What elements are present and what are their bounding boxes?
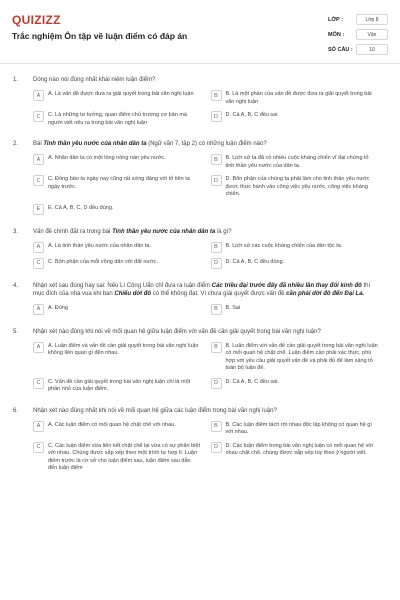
question-text	[33, 282, 382, 298]
option-text: C. Vấn đề cần giải quyết trong bài văn nghị luận chỉ là một phần nhỏ của luận điểm.	[48, 378, 191, 392]
option-text: B. Các luận điểm tách rời nhau độc lập không có quan hệ gì với nhau.	[225, 421, 372, 435]
option-text: B. Sai	[225, 304, 241, 311]
question-text-part: (Ngữ văn 7, tập 2) có những luận điểm nào?	[146, 141, 267, 147]
answer-option[interactable]	[211, 111, 389, 127]
question-text-part: là gì?	[215, 228, 232, 235]
option-letter-box[interactable]: D	[211, 378, 222, 389]
answer-option[interactable]	[211, 175, 389, 199]
answer-option[interactable]	[211, 154, 389, 170]
meta-value: 10	[356, 44, 388, 55]
answer-option[interactable]	[33, 111, 211, 127]
question-number: 4.	[13, 282, 19, 289]
answer-option[interactable]	[33, 421, 211, 437]
option-text: C. Đồng bào ta ngày nay cũng rất xứng đáng với tổ tiên ta ngày trước.	[48, 176, 190, 190]
meta-row	[328, 42, 388, 57]
question-text	[33, 140, 382, 148]
answer-option[interactable]	[211, 421, 389, 437]
worksheet-title: Trắc nghiệm Ôn tập về luận điểm có đáp án	[12, 31, 188, 41]
option-letter-box[interactable]: B	[211, 421, 222, 432]
option-letter-box[interactable]: B	[211, 242, 222, 253]
meta-label: LỚP :	[328, 16, 343, 23]
answer-option[interactable]	[33, 304, 211, 315]
question-number: 2.	[13, 141, 19, 147]
answer-option[interactable]	[211, 378, 389, 394]
option-letter-box[interactable]: D	[211, 442, 222, 453]
option-text: D. Cả A, B, C đều đúng.	[225, 258, 285, 265]
option-text: A. Là vấn đề được đưa ra giải quyết trong bài văn nghị luận	[48, 91, 194, 97]
option-letter-box[interactable]: B	[211, 154, 222, 165]
option-letter-box[interactable]: A	[33, 90, 44, 101]
answer-option[interactable]	[211, 304, 389, 315]
option-text: A. Đúng	[48, 304, 68, 311]
question-text-part: Tinh thần yêu nước của nhân dân ta	[43, 141, 147, 147]
question-text-part: Vấn đề chính đặt ra trong bài	[33, 228, 113, 235]
question-text-part: Bài	[33, 141, 44, 147]
question-item	[0, 228, 400, 274]
question-text	[33, 328, 382, 336]
answer-option[interactable]	[33, 258, 211, 269]
meta-value: Văn	[356, 29, 388, 40]
option-letter-box[interactable]: C	[33, 378, 44, 389]
option-letter-box[interactable]: B	[211, 90, 222, 101]
question-text	[33, 407, 382, 415]
option-text: A. Các luận điểm có mối quan hệ chặt chẽ với nhau.	[48, 421, 176, 428]
worksheet-header	[0, 0, 400, 64]
option-text: D. Các luận điểm trong bài văn nghị luận có mối quan hệ với nhau chặt chẽ, chúng được sắp xếp tùy theo ý người viết.	[225, 442, 374, 456]
option-text: C. Các luận điểm vừa liên kết chặt chẽ lại vừa có sự phân biệt với nhau. Chúng được sắp xếp theo một trình tự hợp lí: Luận điểm trước là cơ sở cho luận điểm sau, luận điểm sau dẫn đến luận điểm	[48, 442, 200, 471]
question-item	[0, 328, 400, 399]
option-letter-box[interactable]: E	[33, 204, 44, 215]
answer-options	[0, 342, 400, 399]
question-text-part: Nhận xét sau đúng hay sai: Nếu Lí Công Uẩn chỉ đưa ra luận điểm	[33, 282, 212, 289]
option-text: D. Cả A, B, C đều sai	[225, 112, 278, 118]
question-item	[0, 407, 400, 478]
question-list	[0, 76, 400, 486]
question-text-part: Nhận xét nào đúng khi nói về mối quan hệ giữa luận điểm với vấn đề cần giải quyết trong bài văn nghị luận?	[33, 328, 321, 335]
question-text-part: Dòng nào nói đúng nhất khái niệm luận điểm?	[33, 77, 156, 83]
question-text	[33, 228, 382, 236]
option-letter-box[interactable]: D	[211, 111, 222, 122]
question-text-part: có thể không đạt. Vì chưa giải quyết được vấn đề	[151, 290, 287, 297]
quizizz-logo: QUIZIZZ	[12, 13, 61, 27]
answer-options	[0, 304, 400, 320]
answer-option[interactable]	[33, 242, 211, 253]
answer-option[interactable]	[211, 342, 389, 373]
question-number: 5.	[13, 328, 19, 335]
meta-row	[328, 12, 388, 27]
question-number: 3.	[13, 228, 19, 235]
answer-option[interactable]	[211, 90, 389, 106]
worksheet-meta	[328, 12, 388, 57]
meta-label: SỐ CÂU :	[328, 46, 353, 53]
meta-row	[328, 27, 388, 42]
question-number: 6.	[13, 407, 19, 414]
answer-option[interactable]	[33, 204, 388, 215]
answer-option[interactable]	[211, 242, 389, 253]
option-text: C. Là những tư tưởng, quan điểm chủ trương cơ bản mà người viết nêu ra trong bài văn nghị luận	[48, 112, 187, 126]
option-letter-box[interactable]: D	[211, 258, 222, 269]
question-text-part: Chiếu dời đô	[114, 290, 152, 297]
option-letter-box[interactable]: A	[33, 342, 44, 353]
option-letter-box[interactable]: C	[33, 111, 44, 122]
option-text: E. Cả A, B, C, D đều đúng.	[48, 204, 114, 211]
answer-option[interactable]	[211, 258, 389, 269]
question-text-part: Nhận xét nào đúng nhất khi nói về mối quan hệ giữa các luận điểm trong bài văn nghị luận?	[33, 407, 277, 414]
meta-label: MÔN :	[328, 31, 345, 38]
option-letter-box[interactable]: A	[33, 154, 44, 165]
question-text-part: Tinh thần yêu nước của nhân dân ta	[112, 228, 216, 235]
option-letter-box[interactable]: C	[33, 442, 44, 453]
option-text: A. Luận điểm và vấn đề cần giải quyết trong bài văn nghị luận không liên quan gì đến nhau.	[48, 342, 199, 356]
option-letter-box[interactable]: D	[211, 175, 222, 186]
option-letter-box[interactable]: A	[33, 304, 44, 315]
answer-option[interactable]	[33, 154, 211, 170]
answer-options	[0, 154, 400, 220]
option-letter-box[interactable]: A	[33, 242, 44, 253]
answer-options	[0, 242, 400, 274]
option-letter-box[interactable]: C	[33, 258, 44, 269]
answer-option[interactable]	[33, 378, 211, 394]
option-text: B. Lịch sử ta đã có nhiều cuộc kháng chiến vĩ đại chứng tỏ tinh thần yêu nước của dân ta.	[225, 155, 369, 169]
option-text: D. Bổn phận của chúng ta phải làm cho tinh thần yêu nước được thực hành vào công việc yêu nước, công việc kháng chiến.	[225, 176, 370, 197]
option-letter-box[interactable]: B	[211, 342, 222, 353]
answer-option[interactable]	[33, 90, 211, 106]
option-letter-box[interactable]: C	[33, 175, 44, 186]
option-text: B. Lịch sử các cuộc kháng chiến của dân tộc ta.	[225, 242, 343, 249]
option-text: B. Là một phần của vấn đề được đưa ra giải quyết trong bài văn nghị luận	[225, 91, 372, 105]
option-text: B. Luận điểm với vấn đề cần giải quyết trong bài văn nghị luận có mối quan hệ chặt chẽ. Luận điểm cần phải xác thực, phù hợp với yêu cầu giải quyết vấn đề và phải đủ để làm sáng tỏ toàn bộ luận đề.	[225, 342, 378, 371]
question-text	[33, 76, 382, 84]
answer-options	[0, 421, 400, 478]
question-item	[0, 282, 400, 320]
question-text-part: thì mục đích của nhà vua khi ban	[33, 282, 371, 297]
option-text: A. Là tinh thần yêu nước của nhân dân ta.	[48, 242, 151, 249]
answer-option[interactable]	[33, 175, 211, 199]
option-letter-box[interactable]: A	[33, 421, 44, 432]
meta-value: Lớp 8	[356, 14, 388, 25]
answer-option[interactable]	[33, 442, 211, 473]
answer-options	[0, 90, 400, 132]
question-text-part: cần phải dời đô đến Đại La.	[286, 290, 365, 297]
question-number: 1.	[13, 77, 19, 83]
question-item	[0, 76, 400, 132]
question-item	[0, 140, 400, 220]
answer-option[interactable]	[33, 342, 211, 373]
option-text: D. Cả A, B, C đều sai.	[225, 378, 279, 385]
answer-option[interactable]	[211, 442, 389, 473]
option-text: A. Nhân dân ta có một lòng nồng nàn yêu nước.	[48, 155, 166, 161]
option-text: C. Bổn phận của mỗi công dân với đất nước.	[48, 258, 158, 265]
question-text-part: Các triều đại trước đây đã nhiều lần thay đổi kinh đô	[211, 282, 362, 289]
option-letter-box[interactable]: B	[211, 304, 222, 315]
